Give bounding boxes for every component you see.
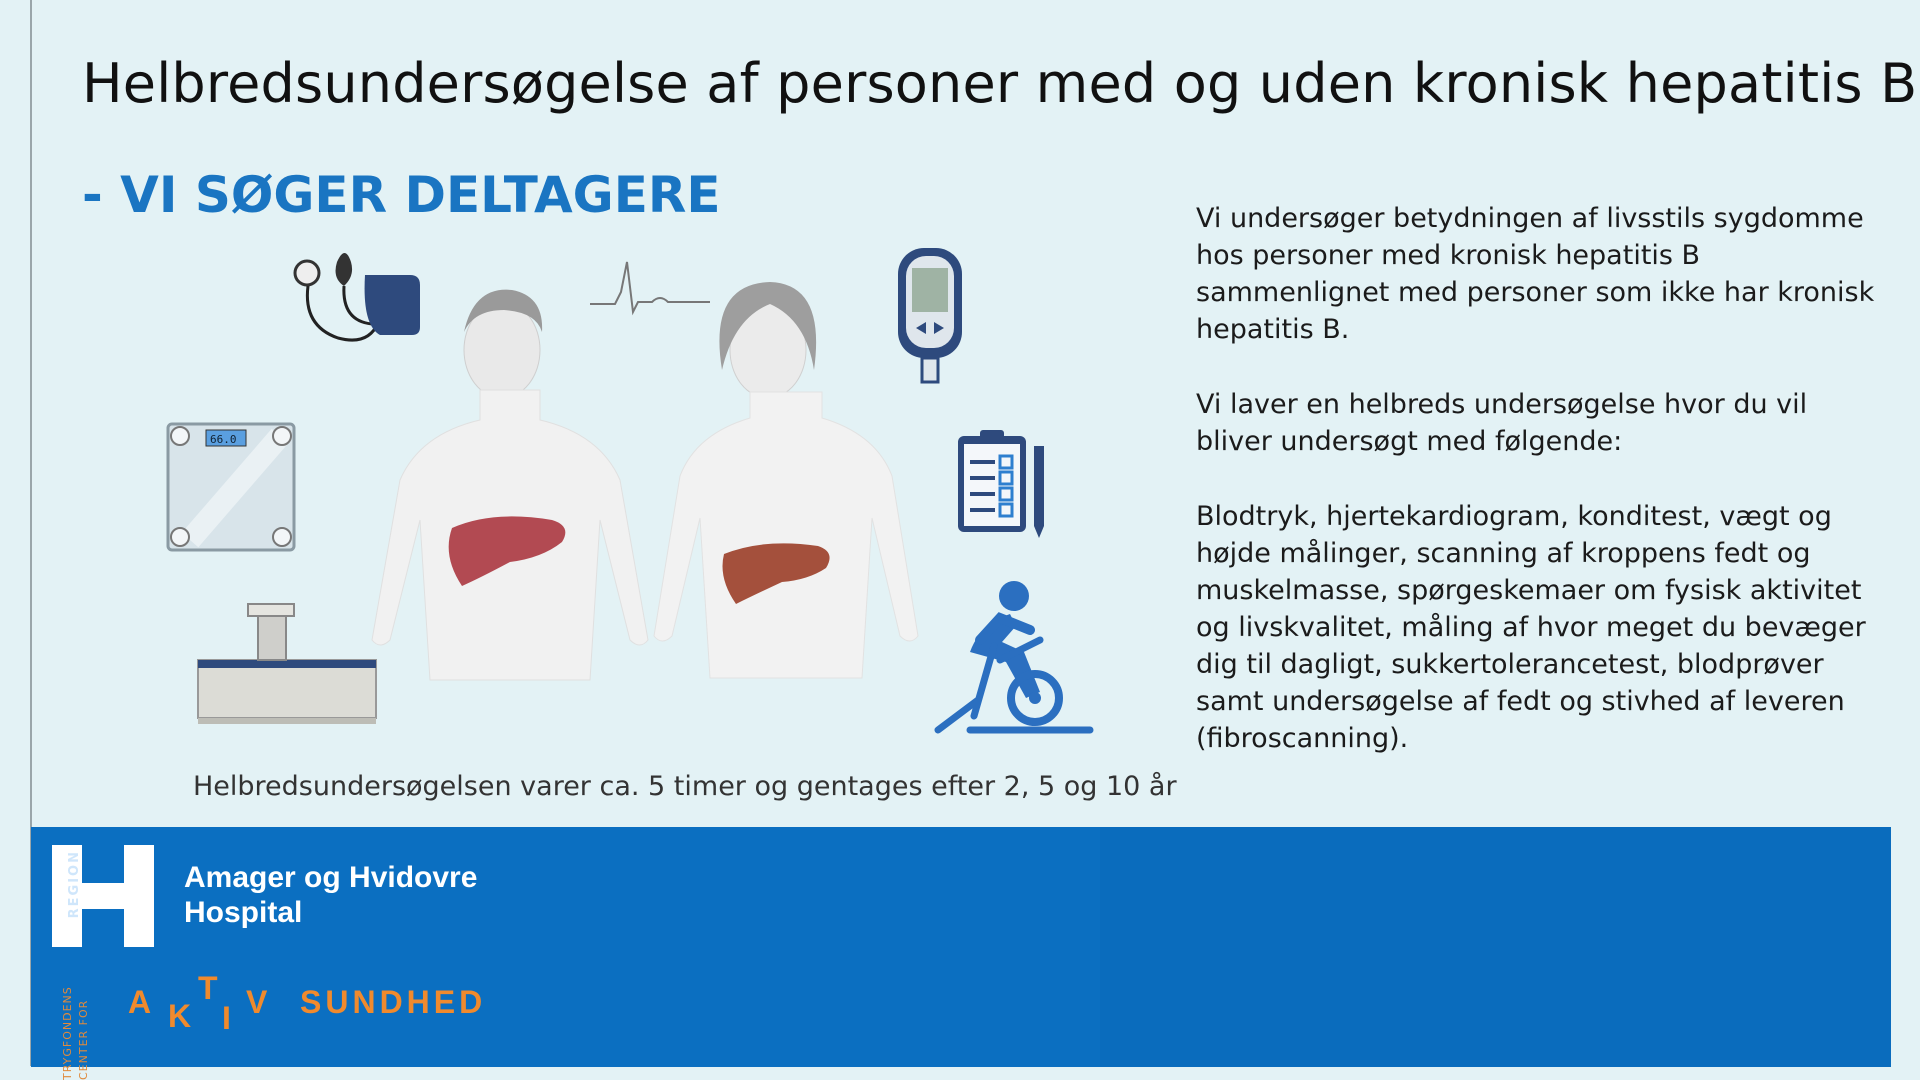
health-exam-illustration	[150, 240, 1100, 760]
male-figure	[372, 290, 648, 680]
trygfonden-label: TRYGFONDENS CENTER FOR	[61, 986, 90, 1080]
aktiv-sundhed-logo	[128, 970, 508, 1036]
aktiv-letter-a: A	[128, 984, 152, 1020]
intro-paragraph: Vi undersøger betydningen af livsstils sygdomme hos personer med kronisk hepatitis B sammenlignet med personer som ikke har kronisk hepatitis B.	[1196, 203, 1875, 345]
page-title: Helbredsundersøgelse af personer med og uden kronisk hepatitis B	[82, 52, 1918, 115]
glucose-meter-icon	[898, 248, 962, 382]
ecg-line-icon	[590, 262, 710, 312]
region-label: REGION	[67, 850, 82, 919]
footer-right-panel	[1100, 827, 1891, 1067]
blood-pressure-cuff-icon	[295, 253, 420, 340]
dexa-scanner-icon	[198, 604, 376, 724]
tests-paragraph: Blodtryk, hjertekardiogram, konditest, vægt og højde målinger, scanning af kroppens fedt og muskelmasse, spørgeskemaer om fysisk aktivitet og livskvalitet, måling af hvor meget du bevæger dig til dagligt, sukkertolerancetest, blodprøver samt undersøgelse af fedt og stivhed af leveren (fibroscanning).	[1196, 501, 1866, 754]
hospital-name: Amager og Hvidovre Hospital	[184, 861, 478, 929]
sundhed-text: SUNDHED	[300, 984, 487, 1020]
duration-caption: Helbredsundersøgelsen varer ca. 5 timer og gentages efter 2, 5 og 10 år	[193, 771, 1177, 802]
aktiv-letter-i: I	[222, 1000, 231, 1036]
clipboard-checklist-icon	[958, 430, 1044, 538]
bathroom-scale-icon	[168, 424, 294, 550]
exam-paragraph: Vi laver en helbreds undersøgelse hvor du vil bliver undersøgt med følgende:	[1196, 389, 1808, 457]
aktiv-letter-t: T	[198, 970, 218, 1006]
scale-display: 66.0	[210, 433, 237, 446]
female-figure	[654, 282, 918, 678]
exercise-bike-icon	[938, 581, 1090, 730]
aktiv-letter-v: V	[246, 984, 268, 1020]
aktiv-letter-k: K	[168, 998, 192, 1034]
page-subtitle: - VI SØGER DELTAGERE	[82, 166, 721, 224]
